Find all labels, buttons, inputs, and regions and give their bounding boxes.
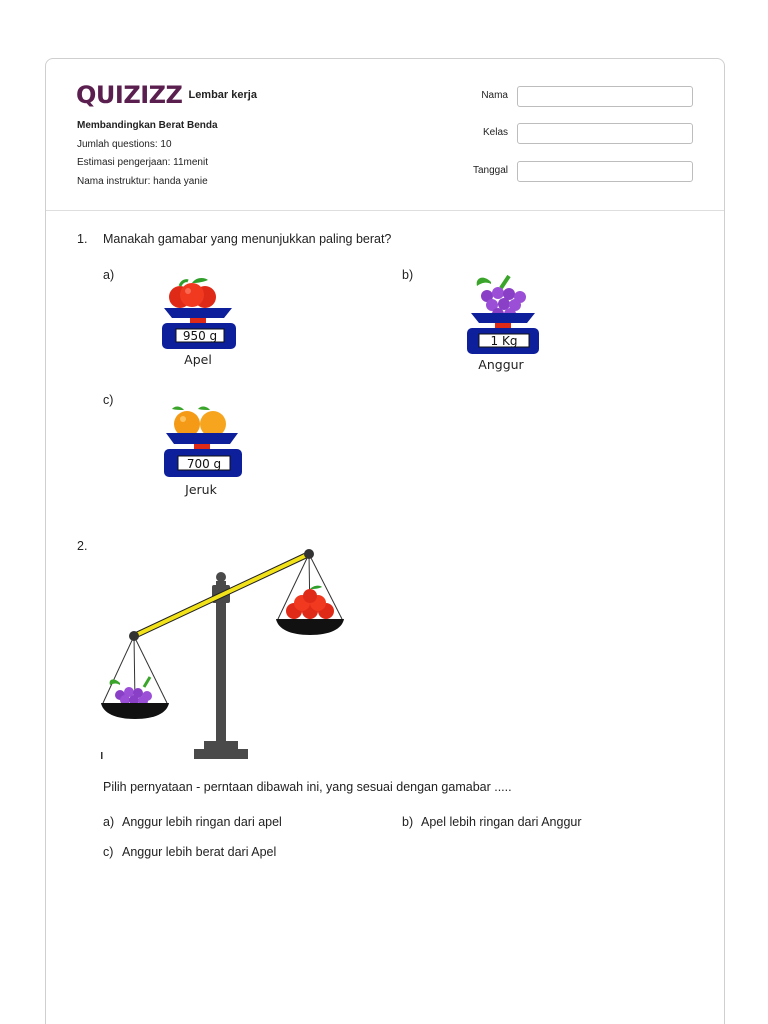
question-count: Jumlah questions: 10 — [77, 138, 172, 150]
q2-option-a-letter: a) — [103, 815, 115, 829]
orange-icon — [172, 407, 226, 438]
name-label: Nama — [481, 90, 508, 101]
q2-option-a-text[interactable]: Anggur lebih ringan dari apel — [122, 815, 282, 829]
apple-icon — [169, 278, 216, 308]
q1-option-c-letter: c) — [103, 393, 114, 407]
worksheet — [45, 58, 725, 1024]
class-label: Kelas — [482, 127, 508, 138]
worksheet-header — [46, 59, 724, 211]
grapes-icon — [110, 677, 152, 706]
question-2-text: Pilih pernyataan - perntaan dibawah ini, yang sesuai dengan gamabar ..... — [103, 780, 512, 794]
question-1-text: Manakah gamabar yang menunjukkan paling berat? — [103, 232, 392, 246]
worksheet-title: Membandingkan Berat Benda — [77, 120, 218, 131]
worksheet-label: Lembar kerja — [188, 89, 257, 101]
balance-scale-image — [98, 545, 350, 761]
q1-option-a-readout: 950 g — [182, 329, 218, 343]
question-2-number: 2. — [77, 539, 88, 553]
apple-icon — [286, 586, 334, 619]
logo-row — [76, 81, 257, 109]
q1-option-b-caption: Anggur — [478, 357, 524, 372]
class-field[interactable] — [517, 123, 693, 144]
quizizz-logo: QUIZIZZ — [76, 81, 183, 109]
q2-option-c-text[interactable]: Anggur lebih berat dari Apel — [122, 845, 277, 859]
worksheet-meta — [77, 117, 218, 191]
q1-option-c-image[interactable] — [160, 402, 246, 500]
q2-option-b-letter: b) — [402, 815, 414, 829]
q1-option-a-caption: Apel — [184, 352, 212, 367]
q1-option-a-letter: a) — [103, 268, 115, 282]
date-label: Tanggal — [472, 165, 508, 176]
q1-option-c-readout: 700 g — [186, 457, 222, 471]
q1-option-b-readout: 1 Kg — [490, 334, 518, 348]
question-1-number: 1. — [77, 232, 88, 246]
q2-option-c-letter: c) — [103, 845, 114, 859]
q1-option-b-letter: b) — [402, 268, 414, 282]
q1-option-c-caption: Jeruk — [185, 482, 217, 497]
instructor-name: Nama instruktur: handa yanie — [77, 175, 208, 187]
name-field[interactable] — [517, 86, 693, 107]
date-field[interactable] — [517, 161, 693, 182]
q2-option-b-text[interactable]: Apel lebih ringan dari Anggur — [421, 815, 582, 829]
q1-option-b-image[interactable] — [463, 272, 545, 374]
time-estimate: Estimasi pengerjaan: 11menit — [77, 157, 208, 168]
q1-option-a-image[interactable] — [158, 272, 242, 368]
